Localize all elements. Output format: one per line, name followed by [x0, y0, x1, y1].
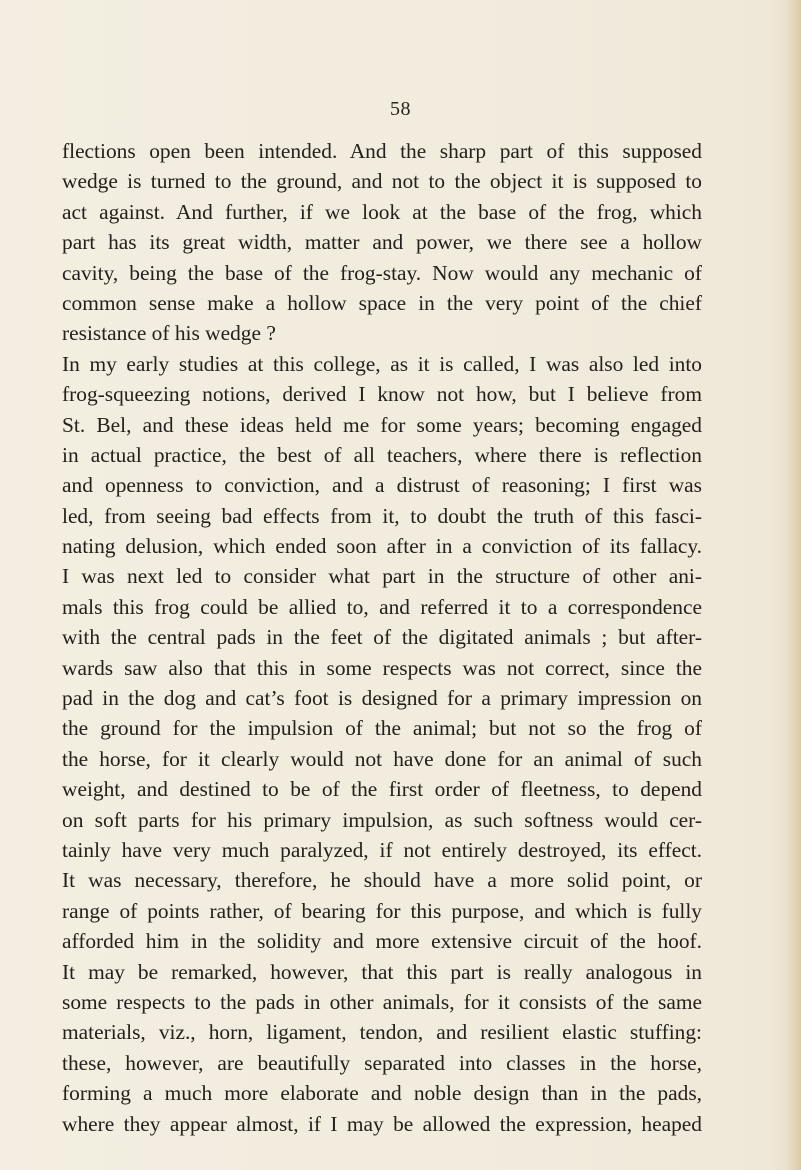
text-line: It was necessary, therefore, he should have a more solid point, or: [62, 868, 702, 893]
text-line: the horse, for it clearly would not have done for an animal of such: [62, 746, 702, 771]
text-line: It may be remarked, however, that this part is really analogous in: [62, 959, 702, 984]
text-line: part has its great width, matter and power, we there see a hollow: [62, 230, 702, 255]
text-line: resistance of his wedge ?: [62, 321, 276, 346]
text-line: forming a much more elaborate and noble design than in the pads,: [62, 1081, 702, 1106]
text-line: where they appear almost, if I may be allowed the expression, heaped: [62, 1111, 702, 1136]
text-line: on soft parts for his primary impulsion, as such softness would cer-: [62, 807, 702, 832]
text-line: some respects to the pads in other animals, for it consists of the same: [62, 989, 702, 1014]
text-line: flections open been intended. And the sharp part of this supposed: [62, 139, 702, 163]
page-edge-shadow: [787, 0, 801, 1170]
text-line: weight, and destined to be of the first order of fleetness, to depend: [62, 777, 702, 802]
text-line: these, however, are beautifully separated into classes in the horse,: [62, 1050, 702, 1075]
text-line: wards saw also that this in some respects was not correct, since the: [62, 655, 702, 680]
text-line: In my early studies at this college, as it is called, I was also led into: [62, 351, 702, 376]
text-line: materials, viz., horn, ligament, tendon, and resilient elastic stuffing:: [62, 1020, 702, 1045]
text-line: St. Bel, and these ideas held me for some years; becoming engaged: [62, 412, 702, 437]
page-number: 58: [390, 98, 411, 120]
text-line: pad in the dog and cat’s foot is designed for a primary impression on: [62, 686, 702, 711]
text-line: I was next led to consider what part in the structure of other ani-: [62, 564, 702, 589]
text-line: range of points rather, of bearing for this purpose, and which is fully: [62, 898, 702, 923]
text-line: act against. And further, if we look at the base of the frog, which: [62, 199, 702, 224]
text-line: and openness to conviction, and a distrust of reasoning; I first was: [62, 473, 702, 498]
body-text: [62, 136, 702, 1139]
text-line: in actual practice, the best of all teachers, where there is reflection: [62, 442, 702, 467]
text-line: with the central pads in the feet of the digitated animals ; but after-: [62, 625, 702, 650]
text-line: cavity, being the base of the frog-stay. Now would any mechanic of: [62, 260, 702, 285]
text-line: the ground for the impulsion of the animal; but not so the frog of: [62, 716, 702, 741]
text-line: wedge is turned to the ground, and not to the object it is supposed to: [62, 169, 702, 194]
text-line: afforded him in the solidity and more extensive circuit of the hoof.: [62, 929, 702, 954]
text-line: tainly have very much paralyzed, if not entirely destroyed, its effect.: [62, 837, 702, 862]
text-line: nating delusion, which ended soon after in a conviction of its fallacy.: [62, 534, 702, 559]
text-line: mals this frog could be allied to, and referred it to a correspondence: [62, 594, 702, 619]
text-line: common sense make a hollow space in the very point of the chief: [62, 290, 702, 315]
text-line: led, from seeing bad effects from it, to doubt the truth of this fasci-: [62, 503, 702, 528]
text-line: frog-squeezing notions, derived I know not how, but I believe from: [62, 382, 702, 407]
